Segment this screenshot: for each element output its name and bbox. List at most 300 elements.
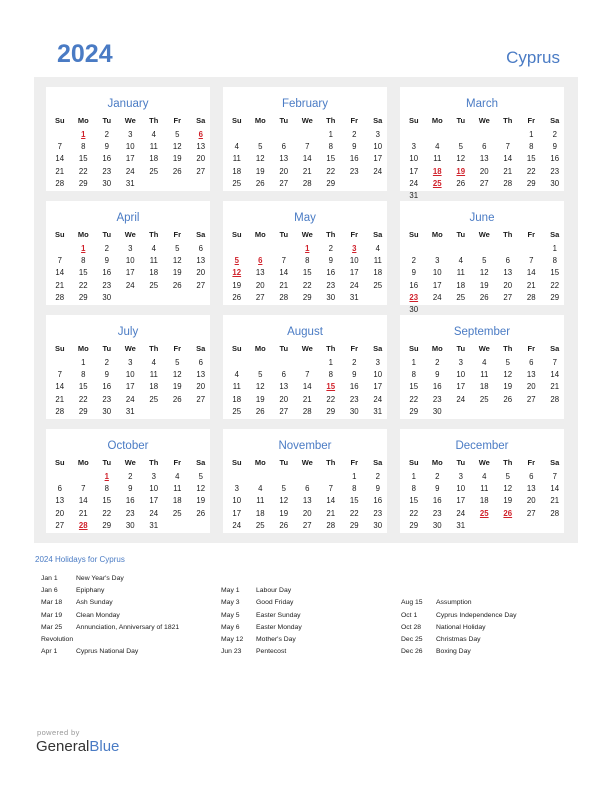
day-cell: 27 <box>196 280 206 290</box>
weekday-label: We <box>124 116 136 125</box>
day-cell: 31 <box>349 292 359 302</box>
day-cell: 26 <box>255 178 265 188</box>
day-cell: 28 <box>302 406 312 416</box>
month-october <box>46 429 210 533</box>
day-cell: 5 <box>258 370 263 380</box>
day-cell: 31 <box>373 406 383 416</box>
day-cell: 23 <box>373 508 383 518</box>
day-cell: 8 <box>305 256 310 266</box>
day-cell: 11 <box>149 370 158 380</box>
holiday-day: 28 <box>78 520 88 530</box>
month-name: November <box>278 440 332 452</box>
day-cell: 22 <box>78 394 88 404</box>
day-cell: 19 <box>232 280 242 290</box>
day-cell: 9 <box>375 484 380 494</box>
day-cell: 15 <box>349 496 359 506</box>
day-cell: 30 <box>550 178 560 188</box>
day-cell: 8 <box>411 484 416 494</box>
day-cell: 14 <box>326 496 336 506</box>
day-cell: 2 <box>104 130 109 139</box>
holiday-date: Revolution <box>41 636 74 643</box>
day-cell: 1 <box>328 130 333 139</box>
day-cell: 11 <box>480 484 489 494</box>
weekday-label: We <box>301 344 313 353</box>
day-cell: 14 <box>526 268 536 278</box>
day-cell: 25 <box>456 292 466 302</box>
day-cell: 27 <box>196 394 206 404</box>
day-cell: 19 <box>196 496 206 506</box>
day-cell: 16 <box>349 154 359 164</box>
month-march <box>400 87 564 200</box>
day-cell: 8 <box>411 370 416 380</box>
holiday-name: Mother's Day <box>256 636 296 643</box>
day-cell: 24 <box>456 394 466 404</box>
logo-general: General <box>36 738 90 755</box>
day-cell: 30 <box>432 520 442 530</box>
day-cell: 14 <box>55 154 65 164</box>
day-cell: 5 <box>281 484 286 494</box>
day-cell: 4 <box>458 256 463 266</box>
day-cell: 27 <box>279 406 289 416</box>
day-cell: 7 <box>529 256 534 266</box>
day-cell: 6 <box>529 472 534 481</box>
weekday-label: Sa <box>196 116 206 125</box>
day-cell: 11 <box>433 154 442 164</box>
day-cell: 16 <box>409 280 419 290</box>
weekday-label: Mo <box>431 458 443 467</box>
weekday-label: Tu <box>279 116 289 125</box>
weekday-label: Th <box>149 458 159 467</box>
weekday-label: Tu <box>456 230 466 239</box>
weekday-label: Th <box>326 116 336 125</box>
weekday-label: Su <box>231 344 242 353</box>
weekday-label: Tu <box>102 230 112 239</box>
day-cell: 6 <box>482 142 487 152</box>
weekday-label: Mo <box>254 116 266 125</box>
day-cell: 28 <box>503 178 513 188</box>
day-cell: 25 <box>255 520 265 530</box>
day-cell: 1 <box>328 358 333 367</box>
day-cell: 2 <box>352 130 357 139</box>
weekday-label: Su <box>408 344 419 353</box>
day-cell: 12 <box>479 268 489 278</box>
holiday-date: May 1 <box>221 587 240 595</box>
day-cell: 16 <box>432 496 442 506</box>
day-cell: 16 <box>550 154 560 164</box>
holiday-name: Cyprus Independence Day <box>436 611 517 619</box>
day-cell: 30 <box>102 178 112 188</box>
day-cell: 20 <box>302 508 312 518</box>
month-april <box>46 201 210 305</box>
weekday-label: Mo <box>254 458 266 467</box>
month-name: July <box>117 326 139 338</box>
day-cell: 18 <box>373 268 383 278</box>
day-cell: 11 <box>480 370 489 380</box>
day-cell: 4 <box>482 472 487 481</box>
generalblue-logo[interactable] <box>36 738 119 755</box>
day-cell: 21 <box>78 508 88 518</box>
day-cell: 11 <box>232 382 241 392</box>
holiday-day: 1 <box>305 244 310 253</box>
day-cell: 7 <box>552 358 557 367</box>
day-cell: 17 <box>373 154 383 164</box>
weekday-label: Tu <box>456 116 466 125</box>
weekday-label: Sa <box>196 230 206 239</box>
weekday-label: Sa <box>373 458 383 467</box>
weekday-label: Su <box>54 458 65 467</box>
day-cell: 29 <box>78 178 88 188</box>
day-cell: 14 <box>55 268 65 278</box>
day-cell: 1 <box>411 358 416 367</box>
day-cell: 18 <box>255 508 265 518</box>
day-cell: 11 <box>149 256 158 266</box>
day-cell: 4 <box>175 472 180 481</box>
weekday-label: Th <box>503 116 513 125</box>
day-cell: 7 <box>281 256 286 266</box>
weekday-label: Fr <box>527 116 535 125</box>
day-cell: 22 <box>526 166 536 176</box>
day-cell: 10 <box>125 142 135 152</box>
day-cell: 14 <box>550 484 560 494</box>
day-cell: 8 <box>81 142 86 152</box>
month-name: April <box>116 212 140 224</box>
holiday-day: 1 <box>81 130 86 139</box>
weekday-label: Su <box>54 116 65 125</box>
weekday-label: Sa <box>373 344 383 353</box>
weekday-label: Tu <box>102 116 112 125</box>
holiday-name: Easter Sunday <box>256 611 301 619</box>
holiday-name: Good Friday <box>256 599 294 607</box>
day-cell: 1 <box>411 472 416 481</box>
day-cell: 11 <box>232 154 241 164</box>
day-cell: 9 <box>552 142 557 152</box>
day-cell: 1 <box>552 244 557 253</box>
month-name: October <box>107 440 149 452</box>
day-cell: 20 <box>503 280 513 290</box>
day-cell: 4 <box>234 142 239 152</box>
day-cell: 22 <box>550 280 560 290</box>
day-cell: 13 <box>503 268 513 278</box>
day-cell: 23 <box>432 508 442 518</box>
day-cell: 6 <box>305 484 310 494</box>
day-cell: 2 <box>375 472 380 481</box>
day-cell: 21 <box>302 166 312 176</box>
day-cell: 27 <box>526 508 536 518</box>
day-cell: 3 <box>458 358 463 367</box>
day-cell: 24 <box>373 394 383 404</box>
day-cell: 22 <box>409 508 419 518</box>
day-cell: 2 <box>411 256 416 266</box>
day-cell: 14 <box>302 382 312 392</box>
holiday-date: May 6 <box>221 623 240 631</box>
day-cell: 20 <box>196 382 206 392</box>
weekday-label: Fr <box>527 230 535 239</box>
day-cell: 8 <box>552 256 557 266</box>
holiday-date: May 12 <box>221 636 244 643</box>
day-cell: 30 <box>373 520 383 530</box>
holiday-date: Mar 18 <box>41 599 63 607</box>
day-cell: 24 <box>125 166 135 176</box>
day-cell: 30 <box>432 406 442 416</box>
day-cell: 10 <box>149 484 159 494</box>
holiday-day: 1 <box>81 244 86 253</box>
day-cell: 4 <box>151 244 156 253</box>
day-cell: 15 <box>102 496 112 506</box>
day-cell: 28 <box>55 292 65 302</box>
day-cell: 21 <box>526 280 536 290</box>
day-cell: 23 <box>432 394 442 404</box>
weekday-label: Mo <box>254 344 266 353</box>
weekday-label: Th <box>503 230 513 239</box>
day-cell: 25 <box>373 280 383 290</box>
month-july <box>46 315 210 419</box>
month-name: December <box>455 440 509 452</box>
day-cell: 30 <box>102 406 112 416</box>
day-cell: 22 <box>349 508 359 518</box>
day-cell: 9 <box>352 370 357 380</box>
day-cell: 17 <box>149 496 159 506</box>
day-cell: 27 <box>55 520 65 530</box>
day-cell: 28 <box>302 178 312 188</box>
holiday-day: 23 <box>409 292 419 302</box>
weekday-label: Su <box>54 344 65 353</box>
day-cell: 1 <box>81 358 86 367</box>
weekday-label: Tu <box>456 458 466 467</box>
day-cell: 14 <box>550 370 560 380</box>
day-cell: 12 <box>503 484 513 494</box>
day-cell: 9 <box>328 256 333 266</box>
weekday-label: Th <box>149 344 159 353</box>
day-cell: 21 <box>503 166 513 176</box>
day-cell: 24 <box>409 178 419 188</box>
day-cell: 23 <box>550 166 560 176</box>
holiday-day: 26 <box>503 508 513 518</box>
day-cell: 8 <box>81 370 86 380</box>
day-cell: 17 <box>456 382 466 392</box>
day-cell: 10 <box>125 256 135 266</box>
weekday-label: Fr <box>173 230 181 239</box>
weekday-label: Tu <box>456 344 466 353</box>
day-cell: 1 <box>352 472 357 481</box>
holiday-day: 6 <box>198 130 203 139</box>
weekday-label: Su <box>231 230 242 239</box>
weekday-label: Fr <box>173 116 181 125</box>
day-cell: 17 <box>125 154 135 164</box>
day-cell: 10 <box>349 256 359 266</box>
day-cell: 24 <box>373 166 383 176</box>
day-cell: 19 <box>172 268 182 278</box>
day-cell: 28 <box>279 292 289 302</box>
day-cell: 22 <box>302 280 312 290</box>
weekday-label: Mo <box>431 230 443 239</box>
weekday-label: Mo <box>77 116 89 125</box>
weekday-label: Tu <box>279 344 289 353</box>
day-cell: 6 <box>505 256 510 266</box>
day-cell: 29 <box>526 178 536 188</box>
day-cell: 29 <box>302 292 312 302</box>
day-cell: 20 <box>196 154 206 164</box>
holiday-date: Jan 6 <box>41 587 58 595</box>
weekday-label: Su <box>54 230 65 239</box>
day-cell: 7 <box>81 484 86 494</box>
day-cell: 29 <box>102 520 112 530</box>
day-cell: 3 <box>411 142 416 152</box>
day-cell: 3 <box>128 244 133 253</box>
day-cell: 4 <box>258 484 263 494</box>
weekday-label: Su <box>408 116 419 125</box>
weekday-label: We <box>478 458 490 467</box>
holiday-day: 5 <box>234 256 239 266</box>
day-cell: 25 <box>232 178 242 188</box>
day-cell: 15 <box>409 496 419 506</box>
day-cell: 29 <box>349 520 359 530</box>
day-cell: 10 <box>373 370 383 380</box>
holiday-date: Apr 1 <box>41 648 58 656</box>
day-cell: 12 <box>456 154 466 164</box>
month-name: February <box>281 98 329 110</box>
weekday-label: Tu <box>102 458 112 467</box>
weekday-label: Fr <box>350 458 358 467</box>
day-cell: 3 <box>375 130 380 139</box>
holiday-day: 18 <box>432 166 442 176</box>
holiday-date: Jan 1 <box>41 575 58 582</box>
holiday-date: Oct 1 <box>401 611 418 619</box>
weekday-label: Sa <box>196 458 206 467</box>
day-cell: 21 <box>550 496 560 506</box>
day-cell: 12 <box>172 256 182 266</box>
day-cell: 20 <box>279 166 289 176</box>
day-cell: 17 <box>432 280 442 290</box>
day-cell: 3 <box>128 358 133 367</box>
holiday-name: Epiphany <box>76 587 105 595</box>
weekday-label: Mo <box>431 344 443 353</box>
day-cell: 2 <box>128 472 133 481</box>
day-cell: 12 <box>255 154 265 164</box>
day-cell: 13 <box>526 484 536 494</box>
day-cell: 26 <box>172 280 182 290</box>
weekday-label: We <box>478 230 490 239</box>
holiday-date: Oct 28 <box>401 623 422 631</box>
day-cell: 31 <box>125 406 135 416</box>
day-cell: 16 <box>373 496 383 506</box>
weekday-label: Mo <box>77 344 89 353</box>
day-cell: 22 <box>326 166 336 176</box>
day-cell: 16 <box>102 268 112 278</box>
day-cell: 13 <box>196 370 206 380</box>
weekday-label: We <box>124 230 136 239</box>
day-cell: 11 <box>173 484 182 494</box>
month-name: August <box>287 326 323 338</box>
weekday-label: Sa <box>550 458 560 467</box>
day-cell: 5 <box>175 358 180 367</box>
day-cell: 16 <box>326 268 336 278</box>
day-cell: 22 <box>78 166 88 176</box>
holiday-name: Annunciation, Anniversary of 1821 <box>76 623 180 631</box>
weekday-label: Th <box>503 344 513 353</box>
day-cell: 28 <box>550 508 560 518</box>
day-cell: 26 <box>456 178 466 188</box>
day-cell: 4 <box>234 370 239 380</box>
day-cell: 24 <box>349 280 359 290</box>
day-cell: 28 <box>55 178 65 188</box>
day-cell: 4 <box>435 142 440 152</box>
day-cell: 20 <box>479 166 489 176</box>
day-cell: 10 <box>456 370 466 380</box>
day-cell: 25 <box>232 406 242 416</box>
day-cell: 18 <box>149 268 159 278</box>
day-cell: 15 <box>78 382 88 392</box>
day-cell: 2 <box>435 358 440 367</box>
logo-blue: Blue <box>89 738 120 755</box>
day-cell: 29 <box>326 178 336 188</box>
day-cell: 11 <box>256 496 265 506</box>
day-cell: 27 <box>526 394 536 404</box>
day-cell: 20 <box>526 496 536 506</box>
day-cell: 20 <box>255 280 265 290</box>
day-cell: 29 <box>78 292 88 302</box>
month-november <box>223 429 387 533</box>
holiday-date: May 5 <box>221 611 240 619</box>
day-cell: 25 <box>149 166 159 176</box>
day-cell: 26 <box>279 520 289 530</box>
day-cell: 5 <box>258 142 263 152</box>
day-cell: 30 <box>326 292 336 302</box>
day-cell: 27 <box>279 178 289 188</box>
weekday-label: Th <box>503 458 513 467</box>
day-cell: 19 <box>255 166 265 176</box>
day-cell: 21 <box>55 280 65 290</box>
weekday-label: We <box>301 116 313 125</box>
day-cell: 25 <box>149 394 159 404</box>
day-cell: 3 <box>375 358 380 367</box>
day-cell: 22 <box>78 280 88 290</box>
day-cell: 28 <box>55 406 65 416</box>
day-cell: 12 <box>503 370 513 380</box>
day-cell: 25 <box>172 508 182 518</box>
day-cell: 17 <box>125 382 135 392</box>
month-name: March <box>466 98 498 110</box>
holiday-name: Ash Sunday <box>76 599 113 607</box>
day-cell: 16 <box>125 496 135 506</box>
day-cell: 24 <box>125 280 135 290</box>
day-cell: 27 <box>255 292 265 302</box>
weekday-label: Sa <box>550 344 560 353</box>
month-february <box>223 87 387 191</box>
holiday-name: New Year's Day <box>76 575 124 582</box>
day-cell: 13 <box>55 496 65 506</box>
day-cell: 25 <box>479 394 489 404</box>
day-cell: 14 <box>503 154 513 164</box>
day-cell: 6 <box>198 244 203 253</box>
holiday-date: Aug 15 <box>401 599 423 607</box>
weekday-label: Su <box>408 458 419 467</box>
day-cell: 26 <box>172 394 182 404</box>
day-cell: 23 <box>326 280 336 290</box>
weekday-label: Fr <box>527 344 535 353</box>
weekday-label: Fr <box>350 116 358 125</box>
day-cell: 2 <box>352 358 357 367</box>
day-cell: 5 <box>175 244 180 253</box>
day-cell: 10 <box>409 154 419 164</box>
day-cell: 20 <box>279 394 289 404</box>
weekday-label: Fr <box>173 344 181 353</box>
month-name: June <box>469 212 495 224</box>
holiday-day: 15 <box>326 382 336 392</box>
month-may <box>223 201 387 305</box>
day-cell: 18 <box>232 394 242 404</box>
day-cell: 25 <box>149 280 159 290</box>
holiday-date: Dec 25 <box>401 636 423 643</box>
